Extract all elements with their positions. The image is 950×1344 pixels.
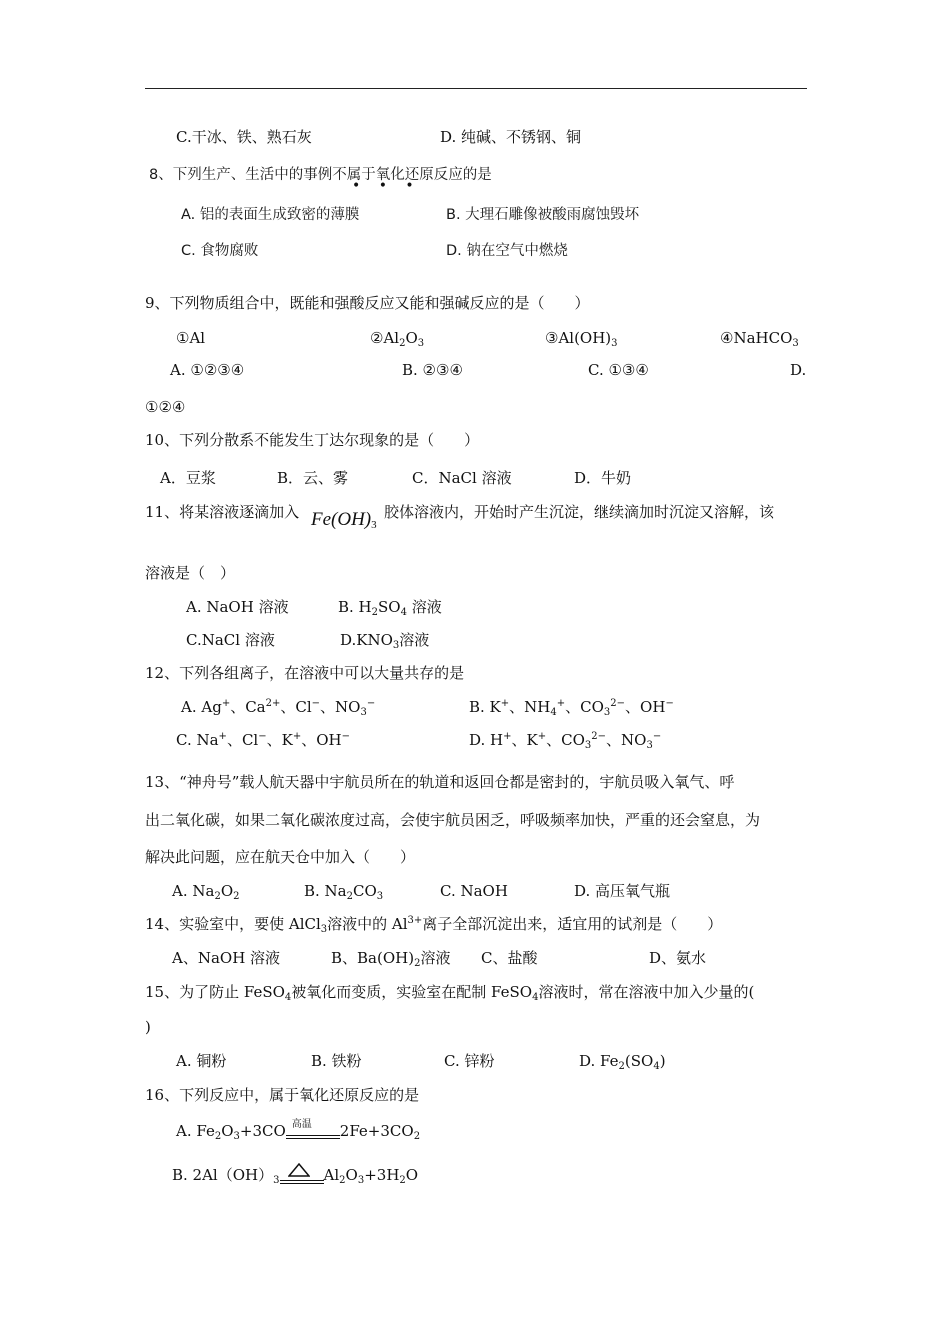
q15-option-a: A. 铜粉 [176,1052,227,1070]
q8-option-b: B. 大理石雕像被酸雨腐蚀毁坏 [446,207,640,223]
q12-option-d: D. H+、K+、$CO_3^{2-}$、$NO_3^-$ [469,731,662,751]
q16-option-a: A. $Fe_2O_3+3CO$ 高温 $2Fe+3CO_2$ [176,1121,420,1141]
q13-stem-line1: 13、“神舟号”载人航天器中宇航员所在的轨道和返回仓都是密封的，宇航员吸入氧气、呼 [145,773,735,791]
q9-item-1: ①Al [176,329,206,347]
q15-option-d: D. $Fe_2(SO_4)$ [579,1052,666,1072]
q8-option-c: C. 食物腐败 [181,243,259,259]
q12-option-c: C. Na+、Cl−、K+、OH− [176,731,350,749]
q11-formula: $Fe(OH)_3$ [311,509,377,531]
header-rule [145,88,807,89]
q14-option-d: D、氨水 [649,949,707,967]
q9-item-4: ④NaHCO$_3$ [720,329,799,349]
q8-emphasis: 不属于 [332,167,376,183]
q12-option-a: A. Ag+、$Ca^{2+}$、Cl−、$NO_3^-$ [181,698,376,718]
q9-option-d-cont: ①②④ [145,398,186,416]
q10-option-d: D．牛奶 [574,469,632,487]
q15-stem-cont: ) [145,1018,151,1036]
q15-option-c: C. 锌粉 [444,1052,495,1070]
q9-item-3: $③Al(OH)_3$ [545,329,618,349]
q13-option-c: C. NaOH [440,882,508,900]
q15-stem: 15、为了防止 FeSO$_4$被氧化而变质，实验室在配制 FeSO$_4$溶液时，常在溶液中加入少量的( [145,983,755,1003]
q12-stem: 12、下列各组离子，在溶液中可以大量共存的是 [145,664,465,682]
q15-option-b: B. 铁粉 [311,1052,362,1070]
reaction-arrow-high-temp [286,1119,340,1141]
heat-triangle-icon [280,1163,324,1189]
q14-option-c: C、盐酸 [481,949,538,967]
q14-option-a: A、NaOH 溶液 [172,949,281,967]
q16-option-b: B. $2Al(OH)_3$ $Al_2O_3+3H_2O$ [172,1163,418,1189]
q11-stem-start: 11、将某溶液逐滴加入 [145,503,300,521]
q10-stem: 10、下列分散系不能发生丁达尔现象的是（ ） [145,431,480,449]
q8-option-d: D. 钠在空气中燃烧 [446,243,568,259]
q10-option-a: A．豆浆 [160,469,216,487]
q12-option-b: B. K+、$NH_4^+$、$CO_3^{2-}$、OH− [469,698,674,718]
q13-stem-line3: 解决此问题，应在航天仓中加入（ ） [145,848,416,866]
q11-option-c: C.NaCl 溶液 [186,631,275,649]
q16-stem: 16、下列反应中，属于氧化还原反应的是 [145,1086,420,1104]
q8-option-a: A. 铝的表面生成致密的薄膜 [181,207,360,223]
q9-option-c: C. ①③④ [588,361,649,379]
q11-stem-cont: 溶液是（ ） [145,564,236,582]
q14-option-b: B、$Ba(OH)_2$溶液 [331,949,451,969]
q13-option-b: B. $Na_2CO_3$ [304,882,384,902]
q7-option-d: D. 纯碱、不锈钢、铜 [440,128,582,146]
q9-stem: 9、下列物质组合中，既能和强酸反应又能和强碱反应的是（ ） [145,294,590,312]
q11-option-b: B. $H_2SO_4$ 溶液 [338,598,442,618]
q14-stem: 14、实验室中，要使 AlCl$_3$溶液中的 $Al^{3+}$离子全部沉淀出来，适宜用的试剂是（ ） [145,915,723,935]
q8-stem: 8、下列生产、生活中的事例不属于氧化还原反应的是 [149,167,492,183]
q9-option-a: A. ①②③④ [170,361,245,379]
q13-option-a: A. $Na_2O_2$ [172,882,240,902]
q11-option-a: A. NaOH 溶液 [186,598,289,616]
q13-stem-line2: 出二氧化碳，如果二氧化碳浓度过高，会使宇航员困乏，呼吸频率加快，严重的还会窒息，为 [145,811,761,829]
q9-item-2: $②Al_2O_3$ [370,329,425,349]
q13-option-d: D. 高压氧气瓶 [574,882,671,900]
q10-option-b: B．云、雾 [277,469,349,487]
q8-emphasis-dots: • • • [352,178,421,194]
q11-stem-end: 胶体溶液内，开始时产生沉淀，继续滴加时沉淀又溶解，该 [384,503,775,521]
q7-option-c: C.干冰、铁、熟石灰 [176,128,312,146]
q9-option-d: D. [790,361,807,379]
q11-option-d: $D.KNO_3$溶液 [340,631,430,651]
reaction-condition: 高温 [291,1119,312,1130]
q9-option-b: B. ②③④ [402,361,463,379]
q10-option-c: C．NaCl 溶液 [412,469,512,487]
